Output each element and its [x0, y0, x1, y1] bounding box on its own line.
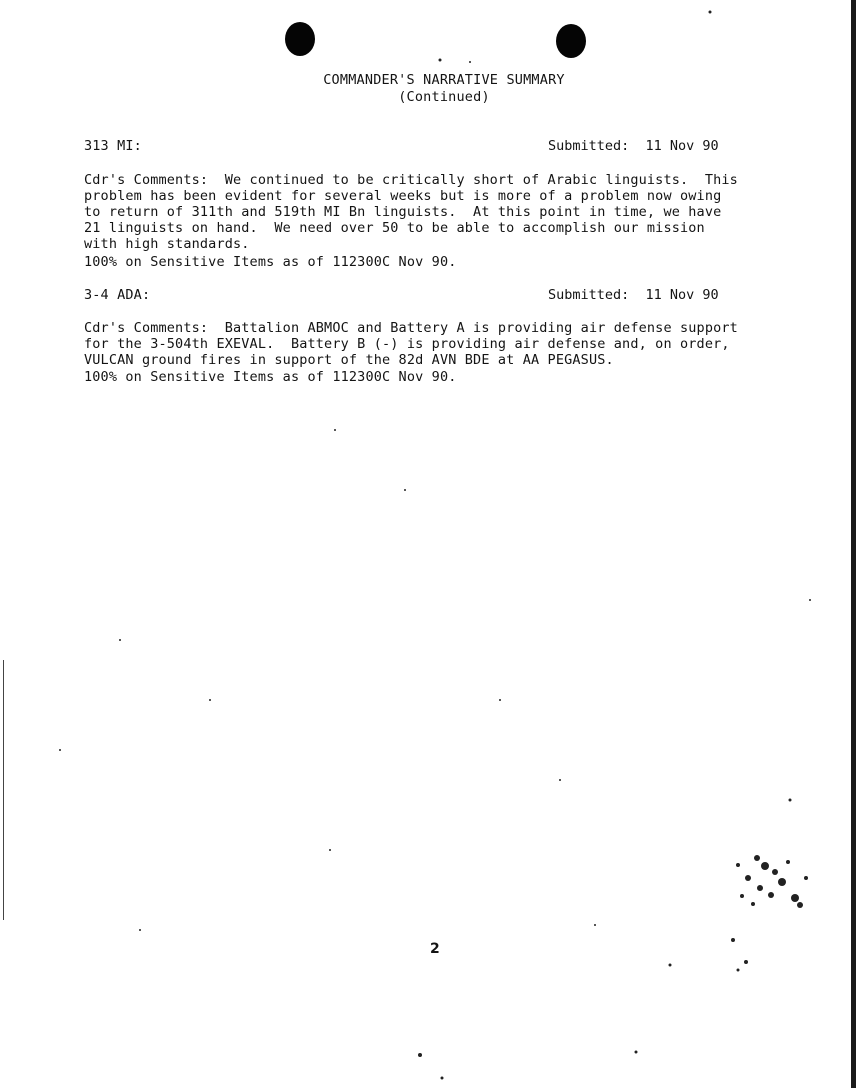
unit-heading-3-4-ada: 3-4 ADA: [84, 287, 151, 303]
sensitive-items-line: 100% on Sensitive Items as of 112300C Nov 90. [84, 369, 457, 385]
comment-line: problem has been evident for several weeks but is more of a problem now owing [84, 188, 722, 204]
sensitive-items-line: 100% on Sensitive Items as of 112300C Nov 90. [84, 254, 457, 270]
submitted-date-313-mi: Submitted: 11 Nov 90 [548, 138, 719, 154]
comment-line: for the 3-504th EXEVAL. Battery B (-) is providing air defense and, on order, [84, 336, 730, 352]
comment-line: VULCAN ground fires in support of the 82d AVN BDE at AA PEGASUS. [84, 352, 614, 368]
document-title: COMMANDER'S NARRATIVE SUMMARY [323, 72, 565, 88]
comment-line: 21 linguists on hand. We need over 50 to be able to accomplish our mission [84, 220, 705, 236]
page-number: 2 [430, 941, 440, 957]
comment-line: Cdr's Comments: We continued to be critically short of Arabic linguists. This [84, 172, 738, 188]
unit-heading-313-mi: 313 MI: [84, 138, 142, 154]
document-subtitle: (Continued) [398, 89, 490, 105]
comment-line: Cdr's Comments: Battalion ABMOC and Battery A is providing air defense support [84, 320, 738, 336]
submitted-date-3-4-ada: Submitted: 11 Nov 90 [548, 287, 719, 303]
comment-line: with high standards. [84, 236, 250, 252]
comment-line: to return of 311th and 519th MI Bn linguists. At this point in time, we have [84, 204, 722, 220]
